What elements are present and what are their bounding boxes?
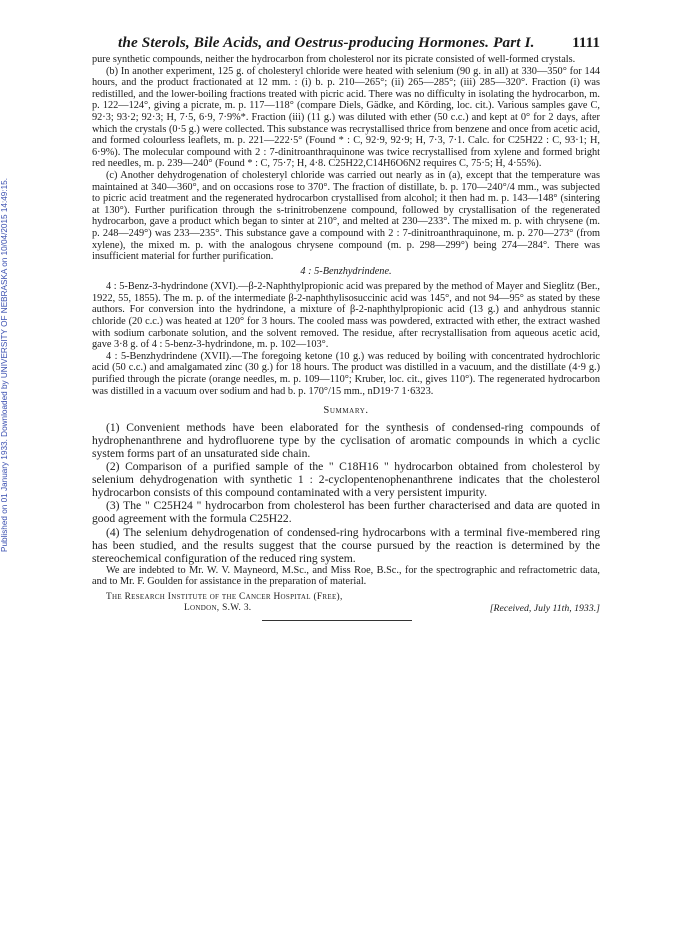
summary-section	[92, 421, 600, 565]
summary-heading: Summary.	[323, 405, 369, 417]
paragraph-continuation: pure synthetic compounds, neither the hydrocarbon from cholesterol nor its picrate consisted of well-formed crystals.	[92, 54, 576, 65]
section-heading: 4 : 5-Benzhydrindene.	[300, 265, 392, 277]
end-rule	[262, 620, 412, 621]
institute-line: The Research Institute of the Cancer Hospital (Free),	[106, 592, 343, 603]
page-number: 1111	[572, 34, 600, 51]
summary-item-2: (2) Comparison of a purified sample of the " C18H16 " hydrocarbon obtained from cholesterol by selenium dehydrogenation with synthetic 1 : 2-cyclopentenophenanthrene indicates that the cholesterol hydrocarbon consists of this compound contaminated with a very persistent impurity.	[92, 460, 600, 500]
paragraph-experiment-c: (c) Another dehydrogenation of cholesteryl chloride was carried out nearly as in (a), except that the temperature was maintained at 340—360°, and on occasions rose to 370°. The fraction of distillate, b. p. 170—240°/4 mm., was subjected to picric acid treatment and the regenerated hydrocarbon crystallised from alcohol; it then had m. p. 143—148° (sintering at 130°). Further purification through the s-trinitrobenzene compound, followed by crystallisation of the regenerated hydrocarbon, gave a product which began to sinter at 210°, and melted at 230—233°. The mixed m. p. with chrysene (m. p. 248—249°) was 233—235°. This substance gave a compound with 2 : 7-dinitroanthraquinone, m. p. 270—273° (from xylene), the mixed m. p. with the analogous chrysene compound (m. p. 298—299°) being 274—284°. There was insufficient material for further purification.	[92, 169, 600, 263]
affiliation	[92, 592, 600, 614]
summary-item-4: (4) The selenium dehydrogenation of condensed-ring hydrocarbons with a terminal five-membered ring has been studied, and the results suggest that the course pursued by the reaction is determined by the stereochemical configuration of the reduced ring system.	[92, 525, 600, 565]
running-head	[118, 34, 600, 52]
paragraph-experiment-b: (b) In another experiment, 125 g. of cholesteryl chloride were heated with selenium (90 g. in all) at 330—350° for 144 hours, and the product fractionated at 12 mm. : (i) b. p. 210—265°; (ii) 265—285°; (iii) 285—320°. Fraction (i) was redistilled, and the lower-boiling fractions treated with picric acid. There was no difficulty in isolating the hydrocarbon, m. p. 122—124°, giving a picrate, m. p. 117—118° (compare Diels, Gädke, and Körding, loc. cit.). Various samples gave C, 92·3; 93·2; 92·3; H, 7·5, 6·9, 7·9%*. Fraction (iii) (11 g.) was diluted with ether (50 c.c.) and kept at 0° for 2 days, after which the crystals (0·5 g.) were collected. This substance was recrystallised thrice from benzene and once from acetic acid, and formed colourless leaflets, m. p. 221—222·5° (Found * : C, 92·9, 92·9; H, 7·3, 7·1. Calc. for C25H22 : C, 93·1; H, 6·9%). The molecular compound with 2 : 7-dinitroanthraquinone was twice recrystallised from xylene and formed bright red needles, m. p. 239—240° (Found * : C, 75·7; H, 4·8. C25H22,C14H6O6N2 requires C, 75·5; H, 4·55%).	[92, 65, 600, 170]
running-title: the Sterols, Bile Acids, and Oestrus-producing Hormones. Part I.	[118, 34, 535, 51]
download-watermark: Published on 01 January 1933. Downloaded by UNIVERSITY OF NEBRASKA on 10/04/2015 14:49:15.	[0, 178, 9, 552]
summary-item-1: (1) Convenient methods have been elaborated for the synthesis of condensed-ring compounds of hydrophenanthrene and hydrofluorene type by the cyclisation of aromatic compounds in which a cyclic system forms part of an unsaturated side chain.	[92, 420, 600, 460]
paragraph-hydrindone: 4 : 5-Benz-3-hydrindone (XVI).—β-2-Naphthylpropionic acid was prepared by the method of Mayer and Sieglitz (Ber., 1922, 55, 1855). The m. p. of the intermediate β-2-naphthylisosuccinic acid was 145°, and not 94—95° as stated by these authors. For conversion into the hydrindone, a mixture of β-2-naphthylpropionic acid (13 g.) and anhydrous stannic chloride (20 c.c.) was heated at 120° for 3 hours. The cooled mass was powdered, extracted with ether, the extract washed with sodium carbonate solution, and the solvent removed. The residue, after recrystallisation from aqueous acetic acid, gave 3·8 g. of 4 : 5-benz-3-hydrindone, m. p. 102—103°.	[92, 281, 600, 351]
summary-item-3: (3) The " C25H24 " hydrocarbon from cholesterol has been further characterised and data are quoted in good agreement with the formula C25H22.	[92, 499, 600, 526]
received-date: [Received, July 11th, 1933.]	[489, 603, 600, 615]
city-line	[92, 603, 600, 614]
article-body	[92, 54, 600, 621]
city: London, S.W. 3.	[184, 603, 252, 614]
paragraph-benzhydrindene: 4 : 5-Benzhydrindene (XVII).—The foregoing ketone (10 g.) was reduced by boiling with concentrated hydrochloric acid (50 c.c.) and amalgamated zinc (30 g.) for 18 hours. The product was distilled in a vacuum, and the distillate (4·9 g.) purified through the picrate (orange needles, m. p. 109—110°; Kruber, loc. cit., gives 110°). The regenerated hydrocarbon was distilled in a vacuum over sodium and had b. p. 170°/15 mm., nD19·7 1·6323.	[92, 350, 600, 397]
acknowledgement: We are indebted to Mr. W. V. Mayneord, M.Sc., and Miss Roe, B.Sc., for the spectrographic and refractometric data, and to Mr. F. Goulden for assistance in the preparation of material.	[92, 564, 600, 588]
